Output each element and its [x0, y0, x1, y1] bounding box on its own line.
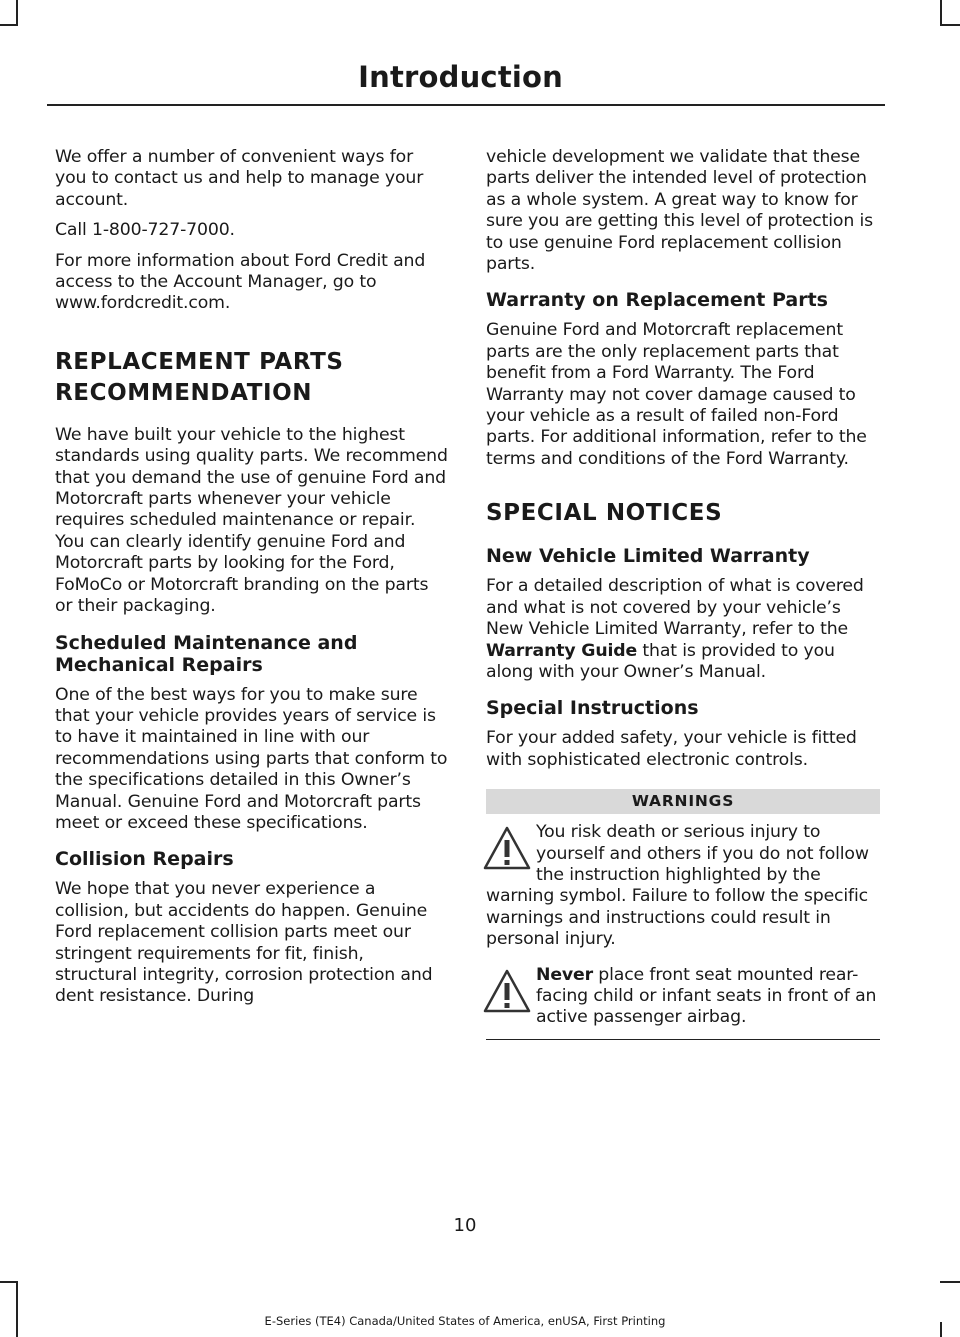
paragraph: We offer a number of convenient ways for you to contact us and help to manage your account. — [55, 147, 424, 210]
paragraph: For more information about Ford Credit and access to the Account Manager, go to www.fordcredit.com. — [55, 250, 426, 314]
warnings-heading: WARNINGS — [486, 789, 880, 814]
footer-text: E-Series (TE4) Canada/United States of America, enUSA, First Printing — [264, 1314, 666, 1328]
right-column — [486, 147, 880, 1040]
warning-triangle-icon — [482, 824, 532, 874]
warranty-guide-reference: Warranty Guide — [486, 640, 638, 661]
text-run: that is provided to you along with your Owner’s Manual. — [486, 640, 835, 682]
page-title: Introduction — [358, 60, 563, 94]
crop-mark — [940, 1281, 960, 1283]
warning-item — [486, 965, 880, 1040]
subheading-special-instructions: Special Instructions — [486, 697, 699, 720]
warning-emphasis: Never — [536, 964, 593, 985]
section-heading-replacement-parts — [55, 347, 449, 409]
section-heading-special-notices: SPECIAL NOTICES — [486, 500, 723, 527]
crop-mark — [0, 24, 18, 26]
paragraph: We hope that you never experience a collision, but accidents do happen. Genuine Ford replacement collision parts meet our stringent requirements for fit, finish, structural integrity, corrosion protection and dent resistance. During — [55, 879, 433, 1007]
warning-triangle-icon — [482, 967, 532, 1017]
crop-mark — [16, 0, 18, 26]
warning-text: You risk death or serious injury to yourself and others if you do not follow the instruction highlighted by the warning symbol. Failure to follow the specific warnings and instructions could result in personal injury. — [486, 822, 869, 950]
paragraph: Call 1-800-727-7000. — [55, 220, 235, 241]
header-divider — [47, 104, 885, 106]
page-number: 10 — [453, 1215, 477, 1236]
heading-line: RECOMMENDATION — [55, 379, 313, 406]
crop-mark — [940, 1322, 942, 1337]
text-run: place front seat mounted rear-facing child or infant seats in front of an active passenger airbag. — [536, 964, 877, 1028]
warnings-box — [486, 789, 880, 1040]
crop-mark — [940, 0, 942, 26]
paragraph: One of the best ways for you to make sure that your vehicle provides years of service is to have it maintained in line with our recommendations using parts that conform to the specifications detailed in this Owner’s Manual. Genuine Ford and Motorcraft parts meet or exceed these specifications. — [55, 684, 448, 833]
paragraph: Genuine Ford and Motorcraft replacement parts are the only replacement parts that benefit from a Ford Warranty. The Ford Warranty may not cover damage caused to your vehicle as a result of failed non-Ford parts. For additional information, refer to the terms and conditions of the Ford Warranty. — [486, 320, 867, 469]
paragraph: We have built your vehicle to the highest standards using quality parts. We recommend that you demand the use of genuine Ford and Motorcraft parts whenever your vehicle requires scheduled maintenance or repair. You can clearly identify genuine Ford and Motorcraft parts by looking for the Ford, FoMoCo or Motorcraft branding on the parts or their packaging. — [55, 424, 448, 617]
subheading-warranty-replacement-parts: Warranty on Replacement Parts — [486, 289, 828, 312]
heading-line: REPLACEMENT PARTS — [55, 348, 344, 375]
warning-item — [486, 822, 880, 950]
subheading-scheduled-maintenance: Scheduled Maintenance and Mechanical Repairs — [55, 631, 358, 676]
subheading-collision-repairs: Collision Repairs — [55, 848, 234, 871]
paragraph: vehicle development we validate that these parts deliver the intended level of protection as a whole system. A great way to know for sure you are getting this level of protection is to use genuine Ford replacement collision parts. — [486, 147, 874, 275]
paragraph — [486, 576, 880, 683]
paragraph: For your added safety, your vehicle is fitted with sophisticated electronic controls. — [486, 728, 857, 770]
warning-text — [486, 965, 880, 1029]
crop-mark — [16, 1281, 18, 1337]
crop-mark — [940, 24, 960, 26]
left-column — [55, 147, 449, 1017]
subheading-new-vehicle-warranty: New Vehicle Limited Warranty — [486, 545, 810, 568]
text-run: For a detailed description of what is covered and what is not covered by your vehicle’s New Vehicle Limited Warranty, refer to the — [486, 576, 864, 640]
